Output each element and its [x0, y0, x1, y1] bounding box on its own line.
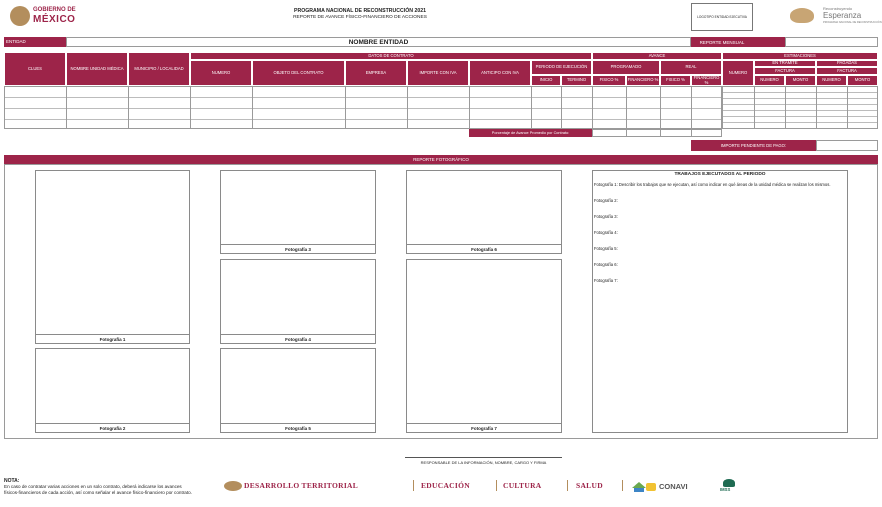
photo-6[interactable] — [406, 170, 562, 254]
footer-divider — [496, 480, 497, 491]
th-tramite-monto: MONTO — [785, 75, 816, 86]
pendiente-label: IMPORTE PENDIENTE DE PAGO: — [720, 143, 787, 148]
th-prog-fisico: FISICO % — [592, 75, 626, 86]
th-estimaciones: ESTIMACIONES — [722, 52, 878, 60]
photo-1[interactable] — [35, 170, 190, 344]
photo-2-caption: Fotografía 2 — [36, 423, 189, 432]
trabajos-title: TRABAJOS EJECUTADOS AL PERIODO — [674, 172, 766, 177]
th-clues: CLUES — [4, 52, 66, 86]
entity-name: NOMBRE ENTIDAD — [348, 38, 409, 46]
entity-name-cell[interactable] — [66, 37, 691, 47]
trabajos-item-6: Fotografía 6: — [594, 262, 618, 267]
imss-logo — [719, 479, 739, 493]
th-tramite-numero: NUMERO — [754, 75, 785, 86]
col-sep — [66, 86, 67, 129]
page-title: PROGRAMA NACIONAL DE RECONSTRUCCIÓN 2021 — [293, 8, 426, 14]
conavi-house-body-icon — [634, 488, 644, 492]
nota-text: En caso de contratar varias acciones en un solo contrato, deberá indicarse los avances físicos-financieros de cada acción, así como señalar el avance físico-financiero por contrato. — [4, 484, 192, 495]
photo-5[interactable] — [220, 348, 376, 433]
conavi-logo — [632, 481, 712, 493]
photo-1-caption: Fotografía 1 — [36, 334, 189, 343]
th-empresa: EMPRESA — [345, 60, 407, 86]
signature-line — [405, 457, 562, 458]
th-factura-tramite: FACTURA — [754, 67, 816, 75]
trabajos-item-7: Fotografía 7: — [594, 278, 618, 283]
conavi-roof-icon — [646, 483, 656, 491]
footer-divider — [413, 480, 414, 491]
imss-eagle-icon — [723, 479, 735, 487]
photo-section-header — [4, 155, 878, 164]
report-label-cell — [691, 37, 753, 47]
report-extra-cell — [785, 37, 878, 47]
entity-logo-box — [691, 3, 753, 31]
report-value-cell[interactable] — [753, 37, 785, 47]
col-sep — [345, 86, 346, 129]
photo-3-caption: Fotografía 3 — [221, 244, 375, 253]
th-real: REAL — [660, 60, 722, 75]
report-label: REPORTE MENSUAL — [699, 39, 745, 45]
esperanza-small: Reconstruyendo — [823, 6, 853, 11]
col-sep — [847, 86, 848, 129]
th-pagadas-monto: MONTO — [847, 75, 878, 86]
footer-educacion: EDUCACIÓN — [421, 481, 470, 490]
th-importe: IMPORTE CON IVA — [407, 60, 469, 86]
col-sep — [754, 86, 755, 129]
photo-7[interactable] — [406, 259, 562, 433]
conavi-text: CONAVI — [659, 482, 688, 491]
photo-6-caption: Fotografía 6 — [407, 244, 561, 253]
th-programado: PROGRAMADO — [592, 60, 660, 75]
trabajos-item-4: Fotografía 4: — [594, 230, 618, 235]
entity-logo-text: LOGOTIPO ENTIDAD EJECUTIVA — [697, 15, 747, 19]
gov-line1: GOBIERNO DE — [33, 7, 76, 13]
photo-4[interactable] — [220, 259, 376, 344]
page-subtitle: REPORTE DE AVANCE FÍSICO-FINANCIERO DE ACCIONES — [293, 15, 427, 20]
trabajos-item-1: Fotografía 1: Describir los trabajos que se ejecutan, así como indicar en qué áreas de la unidad médica se realizan los mismos. — [594, 182, 831, 187]
th-municipio: MUNICIPIO / LOCALIDAD — [128, 52, 190, 86]
porcentaje-label: Porcentaje de Avance Promedio por Contrato: — [491, 131, 570, 135]
col-sep — [531, 86, 532, 129]
th-numero: NUMERO — [190, 60, 252, 86]
footer-salud: SALUD — [576, 481, 603, 490]
esperanza-logo — [790, 6, 880, 28]
th-termino: TERMINO — [561, 75, 592, 86]
th-real-financiero: FINANCIERO % — [691, 75, 722, 86]
th-datos-contrato: DATOS DE CONTRATO — [190, 52, 592, 60]
esperanza-sub: PROGRAMA NACIONAL DE RECONSTRUCCIÓN — [823, 21, 882, 24]
pendiente-value[interactable] — [816, 140, 878, 151]
eagle-emblem-icon — [10, 6, 30, 26]
porcentaje-values[interactable] — [592, 129, 722, 137]
trabajos-item-2: Fotografía 2: — [594, 198, 618, 203]
th-en-tramite: EN TRAMITE — [754, 60, 816, 67]
photo-7-caption: Fotografía 7 — [407, 423, 561, 432]
th-inicio: INICIO — [531, 75, 561, 86]
estimaciones-body[interactable] — [722, 86, 878, 129]
trabajos-panel[interactable] — [592, 170, 848, 433]
col-sep — [252, 86, 253, 129]
photo-3[interactable] — [220, 170, 376, 254]
th-periodo: PERIODO DE EJECUCIÓN — [531, 60, 592, 75]
porcentaje-label-cell — [469, 129, 592, 137]
th-numero-est: NUMERO — [722, 60, 754, 86]
table-body[interactable] — [4, 86, 722, 129]
gov-line2: MÉXICO — [33, 14, 76, 25]
trabajos-item-3: Fotografía 3: — [594, 214, 618, 219]
th-pagadas: PAGADAS — [816, 60, 878, 67]
footer-divider — [567, 480, 568, 491]
photo-5-caption: Fotografía 5 — [221, 423, 375, 432]
signature-label: RESPONSABLE DE LA INFORMACIÓN, NOMBRE, CARGO Y FIRMA — [420, 460, 547, 465]
photo-section-title: REPORTE FOTOGRÁFICO — [413, 157, 469, 162]
photo-4-caption: Fotografía 4 — [221, 334, 375, 343]
pendiente-label-cell — [691, 140, 816, 151]
entity-label: ENTIDAD — [6, 39, 26, 44]
th-pagadas-numero: NUMERO — [816, 75, 847, 86]
th-factura-pagadas: FACTURA — [816, 67, 878, 75]
col-sep — [785, 86, 786, 129]
col-sep — [407, 86, 408, 129]
trabajos-item-5: Fotografía 5: — [594, 246, 618, 251]
th-avance: AVANCE — [592, 52, 722, 60]
col-sep — [190, 86, 191, 129]
nota-title: NOTA: — [4, 478, 20, 484]
photo-2[interactable] — [35, 348, 190, 433]
footer-divider — [622, 480, 623, 491]
th-prog-financiero: FINANCIERO % — [626, 75, 660, 86]
footer-desarrollo: DESARROLLO TERRITORIAL — [244, 481, 359, 490]
th-real-fisico: FISICO % — [660, 75, 691, 86]
col-sep — [128, 86, 129, 129]
th-anticipo: ANTICIPO CON IVA — [469, 60, 531, 86]
col-sep — [816, 86, 817, 129]
hands-icon — [790, 8, 814, 23]
col-sep — [561, 86, 562, 129]
esperanza-big: Esperanza — [823, 11, 862, 20]
th-objeto: OBJETO DEL CONTRATO — [252, 60, 345, 86]
entity-label-cell — [4, 37, 66, 47]
th-unidad: NOMBRE UNIDAD MÉDICA — [66, 52, 128, 86]
footer-emblem-icon — [224, 481, 242, 491]
col-sep — [469, 86, 470, 129]
imss-text: IMSS — [720, 487, 731, 492]
footer-cultura: CULTURA — [503, 481, 542, 490]
gov-logo — [10, 6, 90, 26]
